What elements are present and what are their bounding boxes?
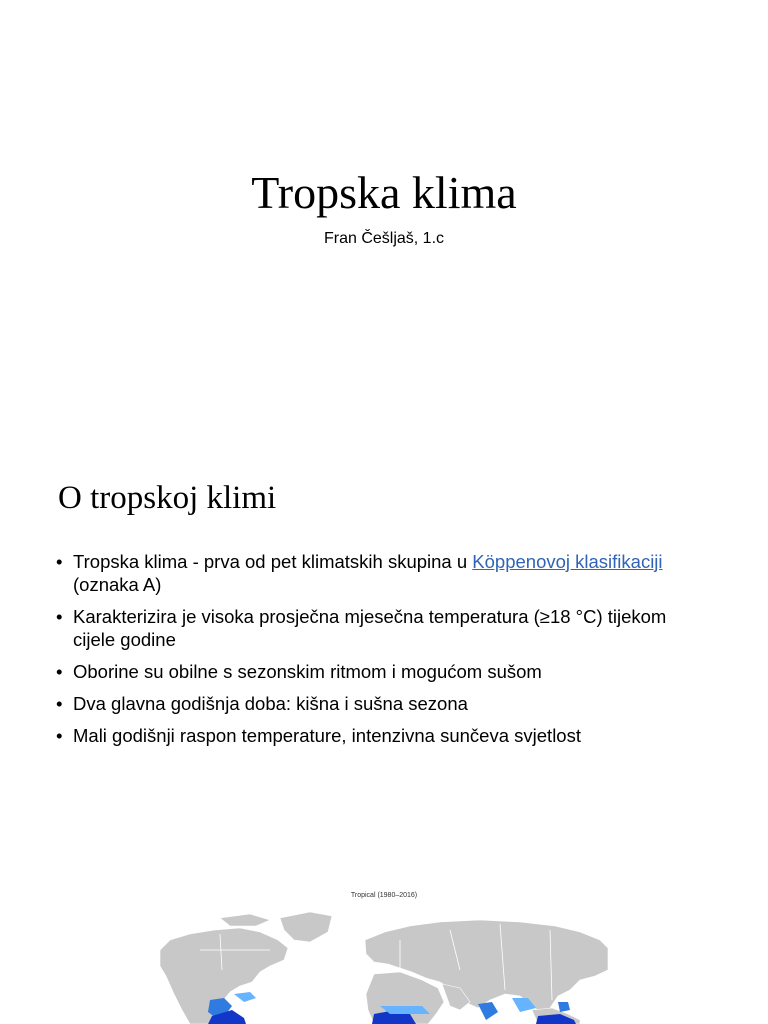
bullet-item: • Mali godišnji raspon temperature, intenzivna sunčeva svjetlost <box>56 724 696 747</box>
slide-heading: O tropskoj klimi <box>58 480 277 516</box>
slide-title: Tropska klima <box>251 167 517 218</box>
tropical-zone-philippines <box>558 1002 570 1012</box>
world-climate-map <box>160 910 608 1024</box>
title-slide <box>0 0 768 432</box>
map-slide <box>0 864 768 1024</box>
bullet-item: • Dva glavna godišnja doba: kišna i sušna sezona <box>56 692 696 715</box>
koppen-link[interactable]: Köppenovoj klasifikaciji <box>472 551 663 572</box>
bullet-item: • Karakterizira je visoka prosječna mjesečna temperatura (≥18 °C) tijekom cijele godine <box>56 605 696 651</box>
bullet-item <box>56 550 696 596</box>
bullet-item: • Oborine su obilne s sezonskim ritmom i mogućom sušom <box>56 660 696 683</box>
bullet-list <box>56 550 696 756</box>
tropical-zone-india <box>478 1002 498 1020</box>
tropical-zone-caribbean <box>234 992 256 1002</box>
bullet-text: Tropska klima - prva od pet klimatskih skupina u <box>73 551 473 572</box>
map-title: Tropical (1980–2016) <box>350 892 418 899</box>
greenland-land <box>280 912 332 942</box>
content-slide <box>0 432 768 864</box>
arctic-islands-land <box>220 914 270 926</box>
bullet-text: (oznaka A) <box>73 574 162 595</box>
slide-subtitle: Fran Češljaš, 1.c <box>323 230 445 247</box>
